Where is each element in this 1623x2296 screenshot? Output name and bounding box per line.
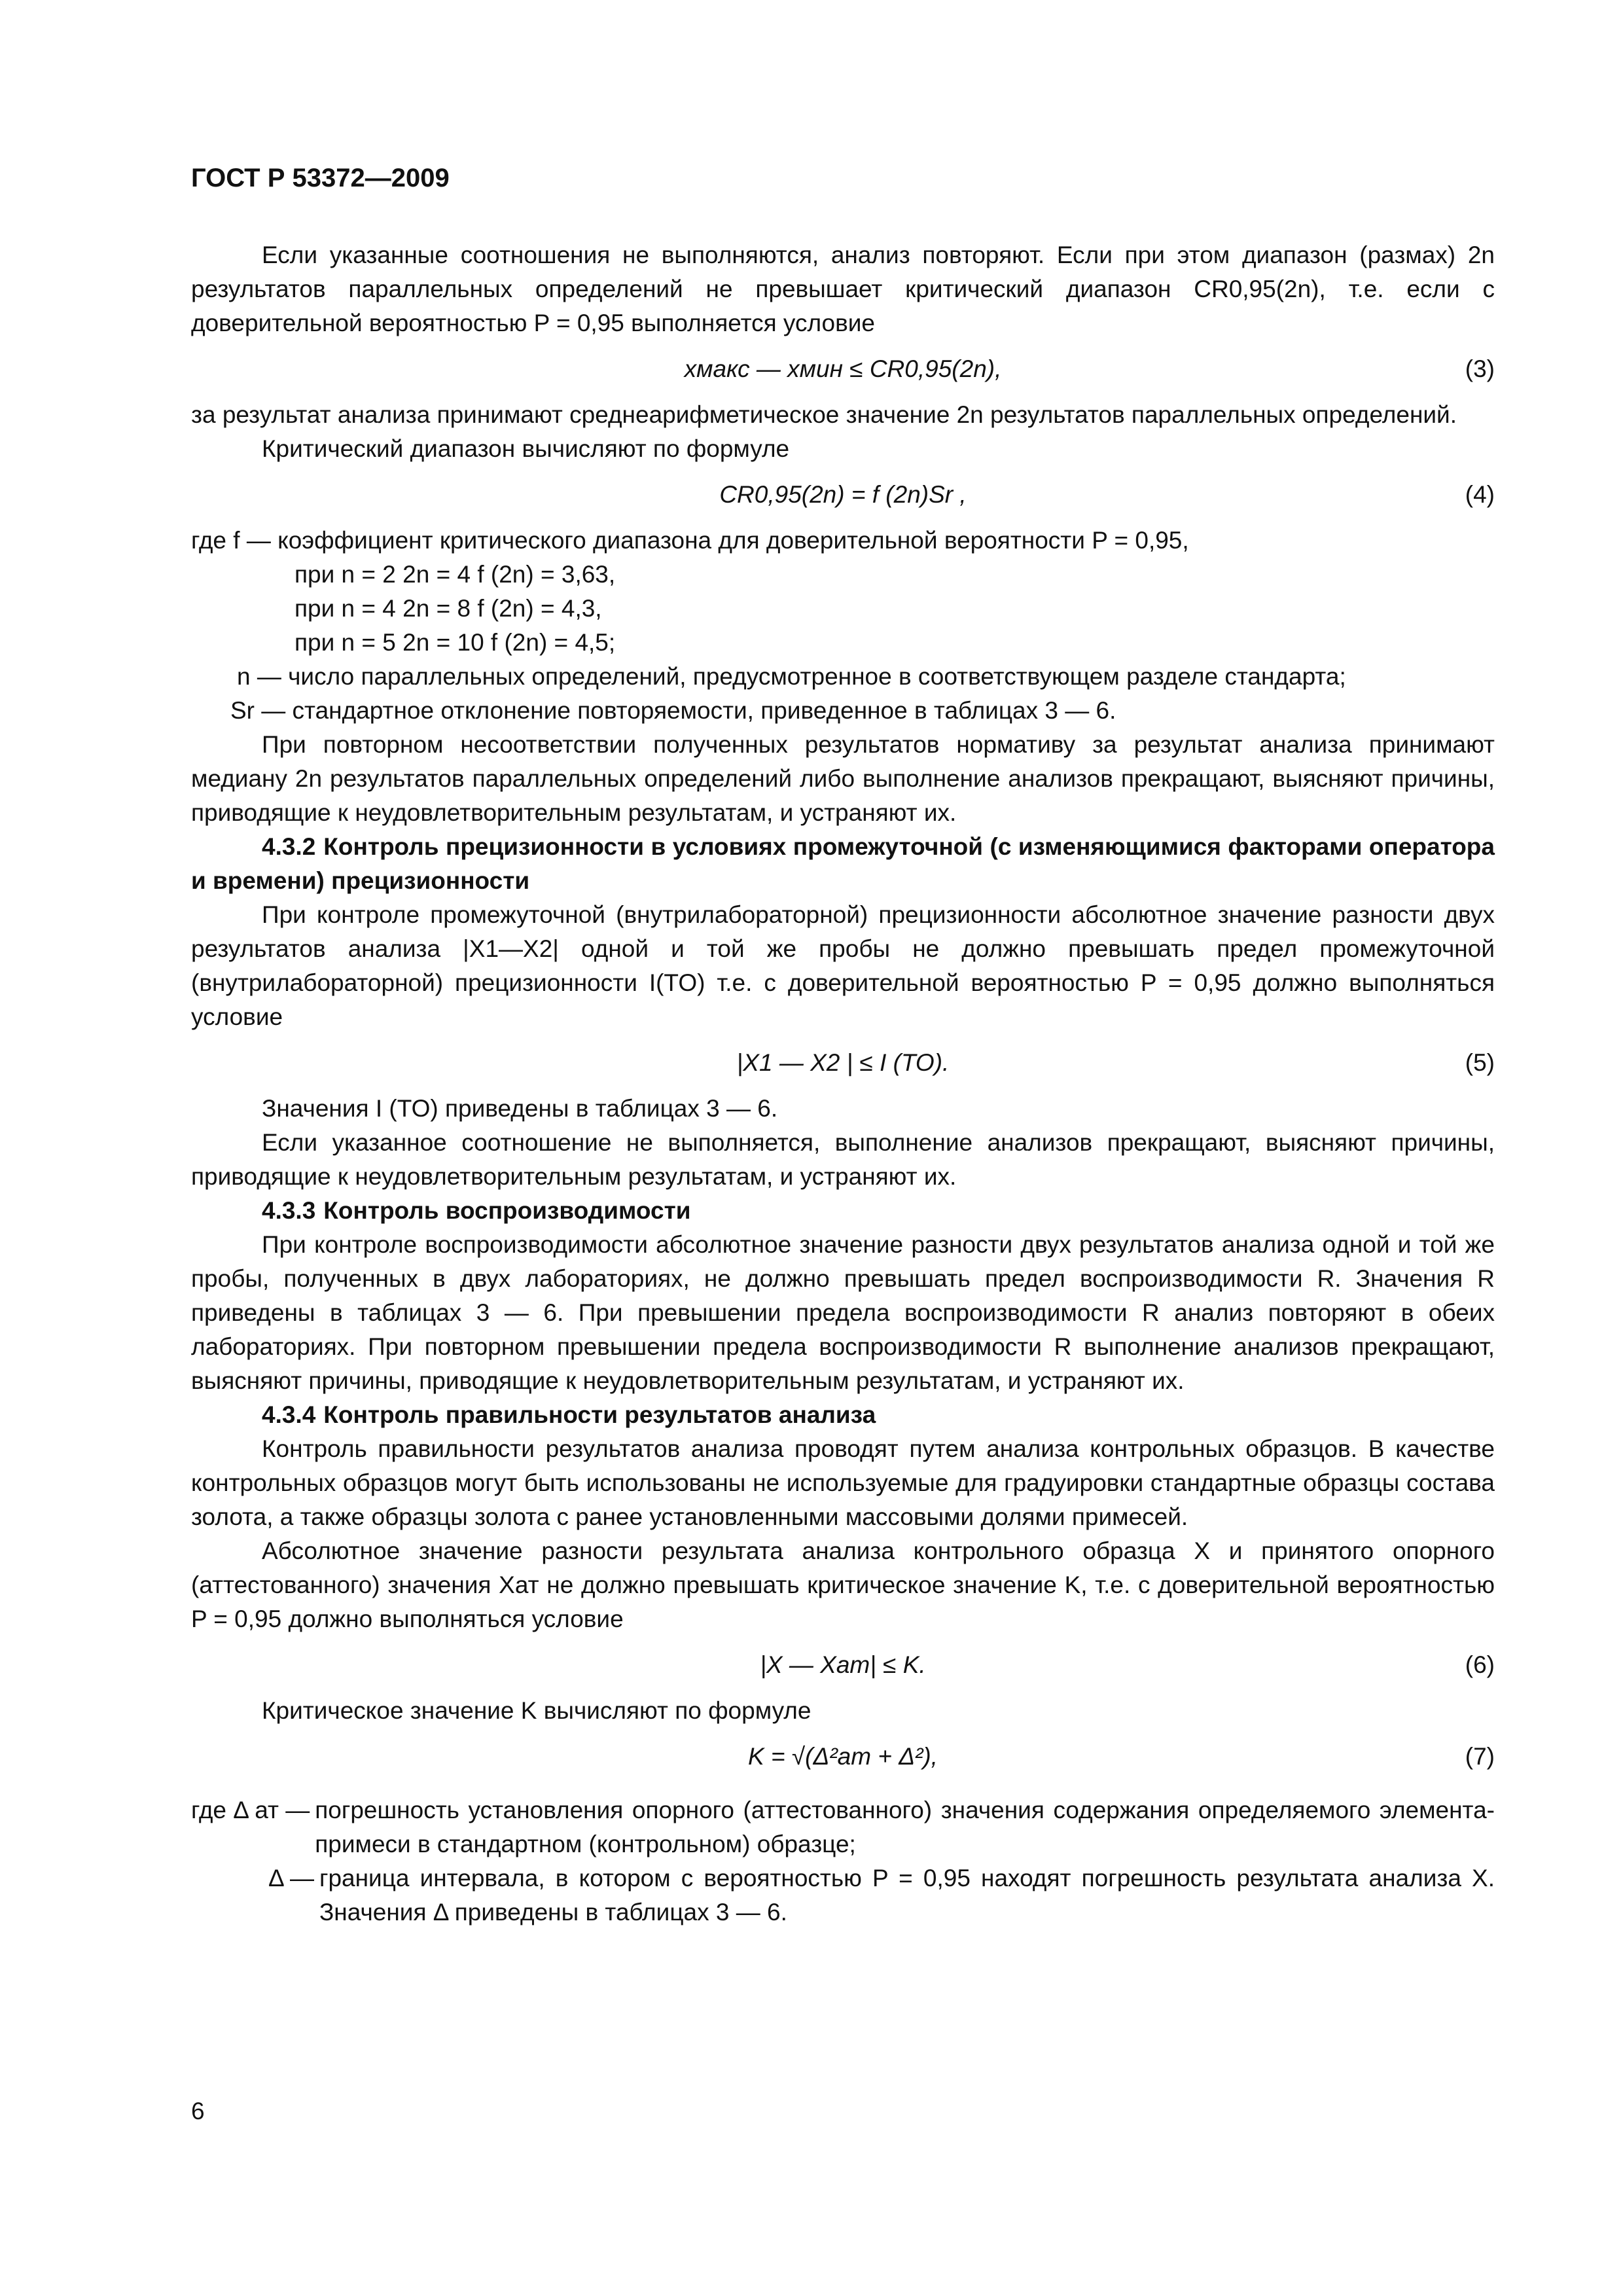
section-heading-4-3-3 — [191, 1194, 1495, 1228]
equation-formula: |X1 — X2 | ≤ I (TO). — [736, 1049, 950, 1076]
equation-5 — [191, 1034, 1495, 1092]
page-number: 6 — [191, 2098, 205, 2125]
equation-number: (3) — [1465, 355, 1495, 382]
term: Δ — — [268, 1865, 314, 1892]
equation-3 — [191, 340, 1495, 398]
document-header: ГОСТ Р 53372—2009 — [191, 164, 450, 192]
where-clause-delta — [191, 1861, 1495, 1929]
f-case: при n = 2 2n = 4 f (2n) = 3,63, — [294, 561, 616, 588]
section-heading-4-3-2 — [191, 830, 1495, 898]
paragraph: При контроле промежуточной (внутрилабораторной) прецизионности абсолютное значение разности двух результатов анализа |X1—X2| одной и той же пробы не должно превышать предел промежуточной (внутрилабораторной) прецизионности I(TO) т.е. с доверительной вероятностью P = 0,95 должно выполняться условие — [191, 901, 1495, 1030]
equation-formula: |X — Xат| ≤ K. — [760, 1651, 926, 1678]
equation-4 — [191, 466, 1495, 524]
paragraph: Критический диапазон вычисляют по формуле — [262, 435, 790, 462]
definition: граница интервала, в котором с вероятностью P = 0,95 находят погрешность результата анализа X. Значения Δ приведены в таблицах 3 — 6. — [319, 1865, 1495, 1926]
paragraph: Значения I (TO) приведены в таблицах 3 — 6. — [262, 1095, 778, 1122]
section-number: 4.3.2 — [262, 833, 316, 860]
paragraph: Если указанные соотношения не выполняются, анализ повторяют. Если при этом диапазон (размах) 2n результатов параллельных определений не превышает критический диапазон CR0,95(2n), т.е. если с доверительной вероятностью P = 0,95 выполняется условие — [191, 242, 1495, 336]
paragraph: Если указанное соотношение не выполняется, выполнение анализов прекращают, выясняют причины, приводящие к неудовлетворительным результатам, и устраняют их. — [191, 1129, 1495, 1190]
f-cases-list — [191, 558, 1495, 660]
term: где Δ ат — — [191, 1797, 310, 1823]
equation-7 — [191, 1728, 1495, 1793]
section-title: Контроль прецизионности в условиях промежуточной (с изменяющимися факторами оператора и времени) прецизионности — [191, 833, 1495, 894]
equation-number: (6) — [1465, 1651, 1495, 1678]
where-clause-sr: Sr — стандартное отклонение повторяемости, приведенное в таблицах 3 — 6. — [230, 697, 1116, 724]
where-clause-n: n — число параллельных определений, предусмотренное в соответствующем разделе стандарта; — [237, 663, 1346, 690]
where-clause-f: где f — коэффициент критического диапазона для доверительной вероятности P = 0,95, — [191, 527, 1189, 554]
definition: погрешность установления опорного (аттестованного) значения содержания определяемого элемента-примеси в стандартном (контрольном) образце; — [315, 1797, 1495, 1857]
equation-6 — [191, 1636, 1495, 1694]
f-case: при n = 5 2n = 10 f (2n) = 4,5; — [294, 629, 616, 656]
equation-number: (5) — [1465, 1049, 1495, 1076]
equation-number: (4) — [1465, 481, 1495, 508]
paragraph: Абсолютное значение разности результата анализа контрольного образца X и принятого опорного (аттестованного) значения Xат не должно превышать критическое значение K, т.е. с доверительной вероятностью P = 0,95 должно выполняться условие — [191, 1537, 1495, 1632]
section-number: 4.3.4 — [262, 1401, 316, 1428]
where-clause-delta-at — [191, 1793, 1495, 1861]
document-body — [191, 238, 1495, 1929]
paragraph: Контроль правильности результатов анализа проводят путем анализа контрольных образцов. В качестве контрольных образцов могут быть использованы не используемые для градуировки стандартные образцы состава золота, а также образцы золота с ранее установленными массовыми долями примесей. — [191, 1435, 1495, 1530]
section-heading-4-3-4 — [191, 1398, 1495, 1432]
section-title: Контроль правильности результатов анализа — [323, 1401, 876, 1428]
equation-formula: K = √(Δ²ат + Δ²), — [748, 1743, 938, 1770]
paragraph: При контроле воспроизводимости абсолютное значение разности двух результатов анализа одной и той же пробы, полученных в двух лабораториях, не должно превышать предел воспроизводимости R. Значения R приведены в таблицах 3 — 6. При превышении предела воспроизводимости R анализ повторяют в обеих лабораториях. При повторном превышении предела воспроизводимости R выполнение анализов прекращают, выясняют причины, приводящие к неудовлетворительным результатам, и устраняют их. — [191, 1231, 1495, 1394]
section-title: Контроль воспроизводимости — [323, 1197, 691, 1224]
paragraph: Критическое значение K вычисляют по формуле — [262, 1697, 812, 1724]
f-case: при n = 4 2n = 8 f (2n) = 4,3, — [294, 595, 602, 622]
equation-number: (7) — [1465, 1743, 1495, 1770]
equation-formula: xмакс — xмин ≤ CR0,95(2n), — [684, 355, 1002, 382]
equation-formula: CR0,95(2n) = f (2n)Sr , — [719, 481, 967, 508]
paragraph: за результат анализа принимают среднеарифметическое значение 2n результатов параллельных определений. — [191, 401, 1457, 428]
section-number: 4.3.3 — [262, 1197, 316, 1224]
paragraph: При повторном несоответствии полученных результатов нормативу за результат анализа принимают медиану 2n результатов параллельных определений либо выполнение анализов прекращают, выясняют причины, приводящие к неудовлетворительным результатам, и устраняют их. — [191, 731, 1495, 826]
